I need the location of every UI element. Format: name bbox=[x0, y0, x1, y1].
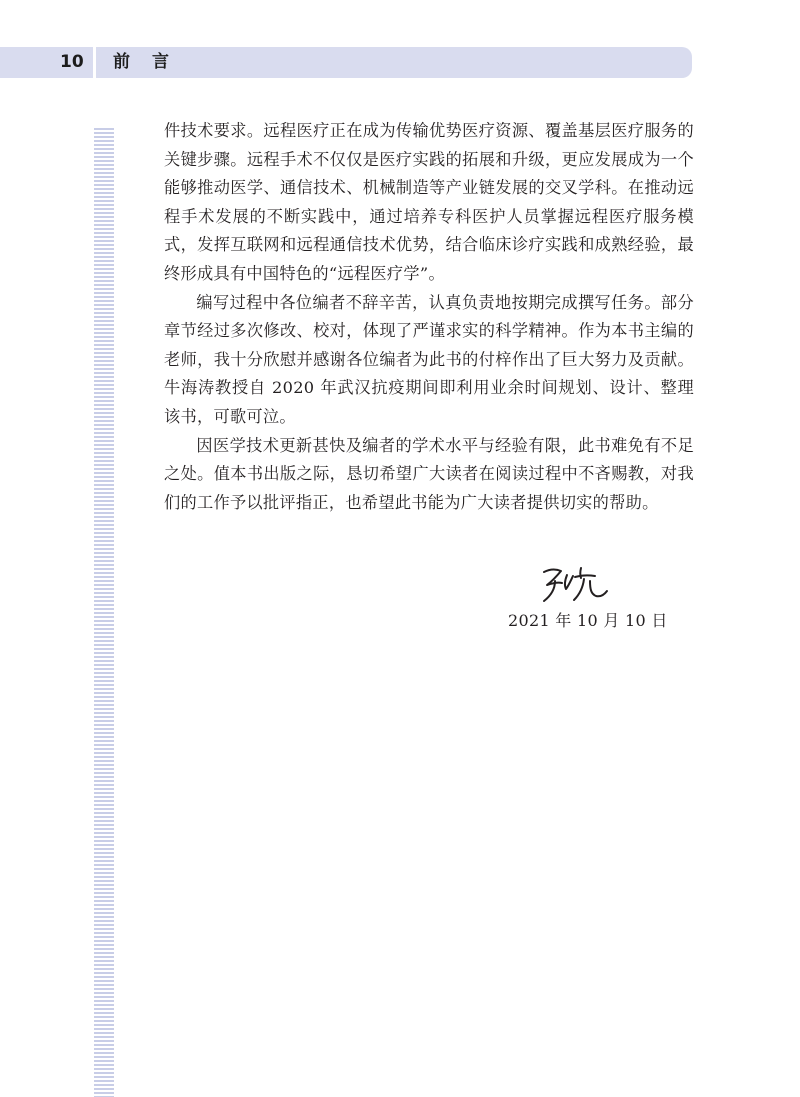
running-header-bar bbox=[0, 47, 692, 78]
decorative-side-stripe bbox=[94, 128, 114, 1097]
paragraph-1: 件技术要求。远程医疗正在成为传输优势医疗资源、覆盖基层医疗服务的关键步骤。远程手术不仅仅是医疗实践的拓展和升级，更应发展成为一个能够推动医学、通信技术、机械制造等产业链发展的交叉学科。在推动远程手术发展的不断实践中，通过培养专科医护人员掌握远程医疗服务模式，发挥互联网和远程通信技术优势，结合临床诊疗实践和成熟经验，最终形成具有中国特色的“远程医疗学”。 bbox=[164, 121, 694, 283]
preface-body bbox=[164, 117, 694, 517]
paragraph-2: 编写过程中各位编者不辞辛苦，认真负责地按期完成撰写任务。部分章节经过多次修改、校对，体现了严谨求实的科学精神。作为本书主编的老师，我十分欣慰并感谢各位编者为此书的付梓作出了巨大努力及贡献。牛海涛教授自 2020 年武汉抗疫期间即利用业余时间规划、设计、整理该书，可歌可泣。 bbox=[164, 292, 694, 426]
signature-date: 2021 年 10 月 10 日 bbox=[508, 611, 668, 630]
author-signature bbox=[540, 563, 610, 605]
page-number: 10 bbox=[60, 52, 84, 72]
paragraph-3: 因医学技术更新甚快及编者的学术水平与经验有限，此书难免有不足之处。值本书出版之际，恳切希望广大读者在阅读过程中不吝赐教，对我们的工作予以批评指正，也希望此书能为广大读者提供切实的帮助。 bbox=[164, 435, 694, 512]
running-head-title: 前言 bbox=[113, 52, 191, 72]
header-divider bbox=[93, 47, 96, 78]
